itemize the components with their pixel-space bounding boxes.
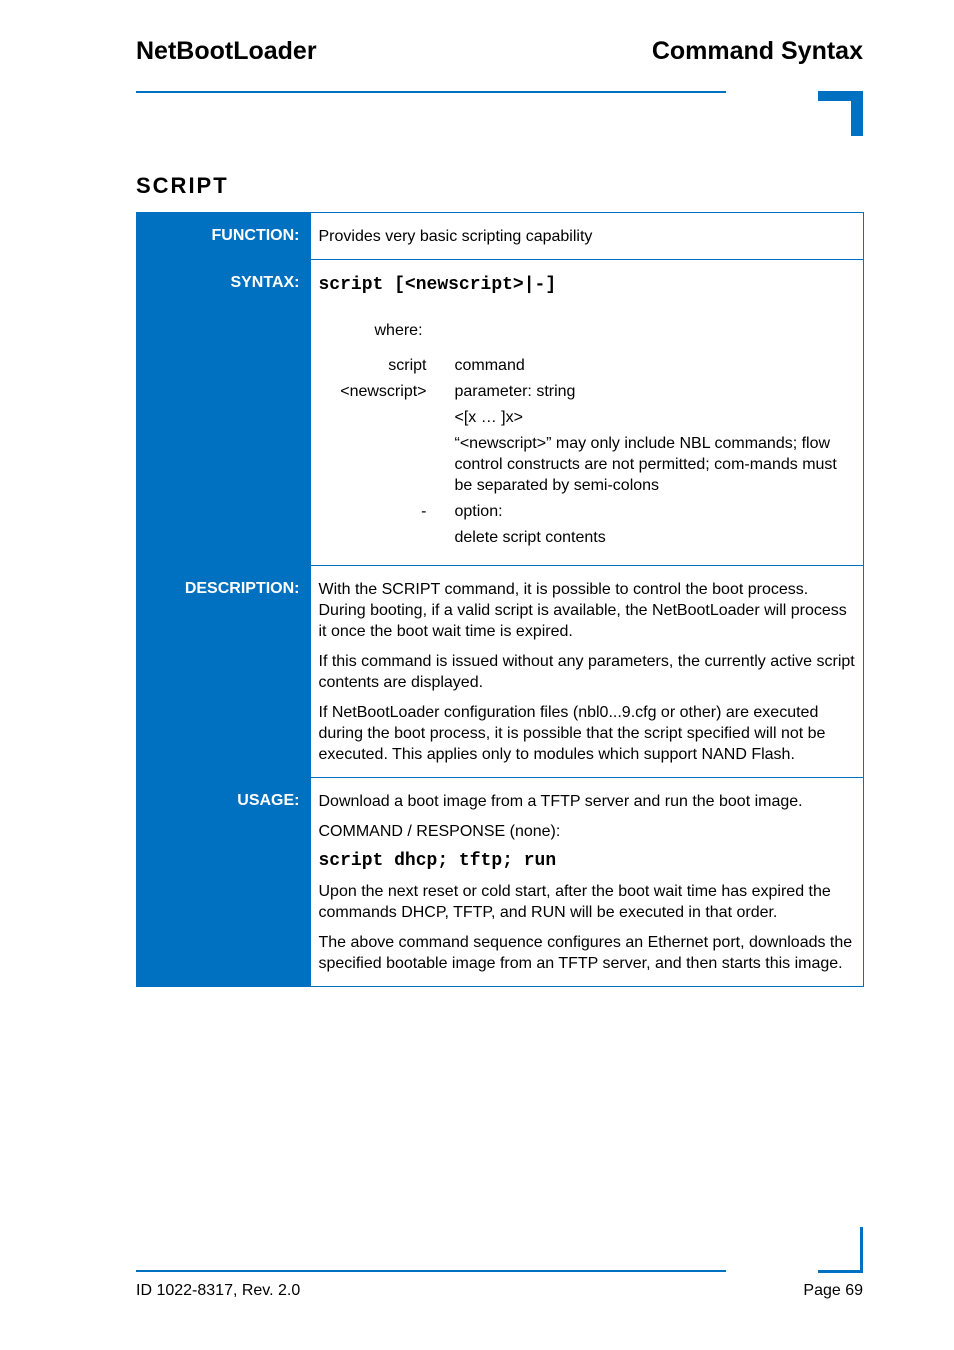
parameter-description bbox=[455, 501, 856, 553]
syntax-row bbox=[136, 260, 864, 566]
parameter-line: parameter: string bbox=[454, 383, 576, 400]
usage-paragraph: Upon the next reset or cold start, after the boot wait time has expired the commands DHCP, TFTP, and RUN will be executed in that order. bbox=[318, 883, 831, 921]
parameter-row bbox=[319, 381, 856, 501]
description-paragraph: If NetBootLoader configuration files (nbl0...9.cfg or other) are executed during the boot process, it is possible that the script specified will not be executed. This applies only to modules which support NAND Flash. bbox=[318, 704, 826, 763]
parameter-line: command bbox=[454, 357, 525, 374]
parameter-name: - bbox=[421, 503, 427, 520]
parameter-line: delete script contents bbox=[454, 529, 606, 546]
corner-mark-bottom-vertical bbox=[860, 1227, 863, 1273]
description-paragraph: With the SCRIPT command, it is possible to control the boot process. During booting, if a valid script is available, the NetBootLoader will process it once the boot wait time is expired. bbox=[318, 581, 847, 640]
function-row bbox=[136, 213, 864, 260]
usage-label: USAGE: bbox=[136, 778, 310, 987]
parameter-line: <[x … ]x> bbox=[454, 409, 523, 426]
parameter-line: “<newscript>” may only include NBL commands; flow control constructs are not permitted; com-mands must be separated by semi-colons bbox=[454, 435, 837, 494]
syntax-value bbox=[310, 260, 864, 566]
footer-document-id: ID 1022-8317, Rev. 2.0 bbox=[136, 1282, 301, 1299]
usage-intro: Download a boot image from a TFTP server and run the boot image. bbox=[318, 793, 803, 810]
parameter-row bbox=[319, 501, 856, 553]
section-title: SCRIPT bbox=[136, 173, 229, 198]
command-table bbox=[136, 212, 864, 987]
footer-page-number: Page 69 bbox=[803, 1282, 863, 1299]
header-title-right: Command Syntax bbox=[651, 37, 863, 65]
corner-mark-bottom bbox=[818, 1270, 863, 1273]
description-label: DESCRIPTION: bbox=[136, 566, 310, 778]
parameter-name: script bbox=[388, 357, 427, 374]
syntax-where: where: bbox=[374, 322, 423, 339]
parameter-line: option: bbox=[454, 503, 503, 520]
function-text: Provides very basic scripting capability bbox=[318, 228, 593, 245]
syntax-label: SYNTAX: bbox=[136, 260, 310, 566]
corner-mark-top-vertical bbox=[851, 91, 863, 136]
usage-response: COMMAND / RESPONSE (none): bbox=[318, 823, 561, 840]
header-title-left: NetBootLoader bbox=[136, 37, 317, 65]
usage-paragraph: The above command sequence configures an Ethernet port, downloads the specified bootable image from an TFTP server, and then starts this image. bbox=[318, 934, 853, 972]
usage-code: script dhcp; tftp; run bbox=[318, 851, 557, 871]
function-label: FUNCTION: bbox=[136, 213, 310, 260]
footer-rule bbox=[136, 1270, 726, 1272]
header-rule bbox=[136, 91, 726, 93]
description-row bbox=[136, 566, 864, 778]
syntax-code: script [<newscript>|-] bbox=[318, 275, 557, 295]
parameter-name: <newscript> bbox=[340, 383, 427, 400]
description-value bbox=[310, 566, 864, 778]
parameter-list bbox=[319, 355, 856, 553]
usage-row bbox=[136, 778, 864, 987]
parameter-row bbox=[319, 355, 856, 381]
function-value bbox=[310, 213, 864, 260]
usage-value bbox=[310, 778, 864, 987]
parameter-description bbox=[455, 355, 856, 381]
description-paragraph: If this command is issued without any parameters, the currently active script contents are displayed. bbox=[318, 653, 855, 691]
parameter-description bbox=[455, 381, 856, 501]
